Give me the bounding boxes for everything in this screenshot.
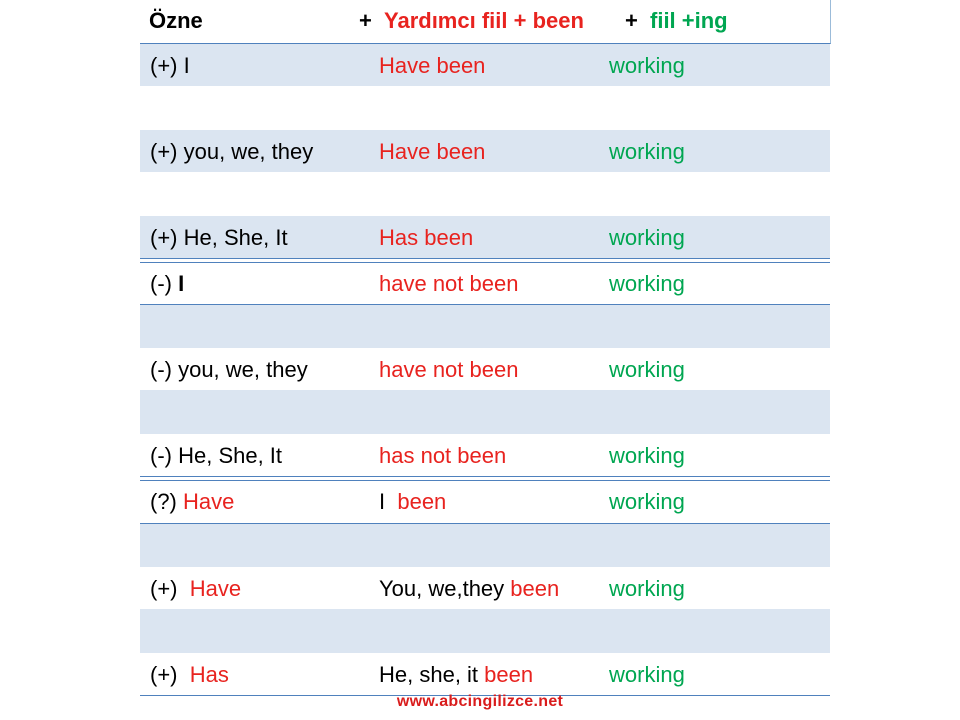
table-row-question-third [140,653,830,696]
header-verb: fiil +ing [650,8,728,33]
been-text: been [397,489,447,514]
table-row-question-plural [140,567,830,609]
auxiliary-cell: Have been [379,53,486,78]
verb-cell: working [609,662,685,687]
subject-cell: (-) He, She, It [150,443,283,468]
header-plus-2: + [625,8,638,33]
subject-cell [150,576,241,602]
subject-prefix: (-) [150,271,179,296]
verb-cell: working [609,225,685,250]
auxiliary-cell [379,662,533,688]
subject-cell: (+) you, we, they [150,139,314,164]
table-row-negative-i [140,262,830,305]
verb-cell: working [609,271,685,296]
table-row-spacer [140,390,830,434]
subject-cell: (+) He, She, It [150,225,288,250]
subject-prefix: (+) [150,576,190,601]
auxiliary-cell: have not been [379,271,519,296]
verb-cell: working [609,53,685,78]
auxiliary-cell: have not been [379,357,519,382]
verb-cell: working [609,576,685,601]
subject-cell: (+) I [150,53,190,78]
verb-cell: working [609,489,685,514]
table-row-spacer [140,609,830,653]
auxiliary-cell: has not been [379,443,507,468]
table-row-positive-i [140,44,830,86]
verb-cell: working [609,357,685,382]
table-header [140,0,831,44]
auxiliary-cell [379,576,559,602]
auxiliary-cell: Has been [379,225,474,250]
subject-cell [150,271,184,297]
table-row-spacer [140,524,830,567]
subject-aux: Has [189,662,229,687]
pronoun-text: You, we,they [379,576,511,601]
subject-prefix: (+) [150,662,190,687]
subject-aux: Have [189,576,242,601]
table-row-negative-third [140,434,830,476]
table-row-spacer [140,305,830,348]
table-row-positive-third [140,216,830,258]
subject-cell [150,662,229,688]
subject-cell [150,489,234,515]
been-text: been [484,662,534,687]
header-plus-1: + [359,8,372,33]
pronoun-text: He, she, it [379,662,485,687]
subject-bold: I [178,271,185,296]
verb-cell: working [609,139,685,164]
table-row-spacer [140,86,830,130]
been-text: been [510,576,560,601]
table-row-question-i [140,480,830,524]
table-row-spacer [140,172,830,216]
subject-prefix: (?) [150,489,183,514]
table-row-positive-plural [140,130,830,172]
subject-cell: (-) you, we, they [150,357,308,382]
header-auxiliary: Yardımcı fiil + been [384,8,584,33]
pronoun-text: I [379,489,398,514]
website-footer: www.abcingilizce.net [396,693,564,710]
table-row-negative-plural [140,348,830,390]
subject-aux: Have [183,489,235,514]
verb-cell: working [609,443,685,468]
auxiliary-cell: Have been [379,139,486,164]
header-subject: Özne [149,8,203,33]
auxiliary-cell [379,489,446,515]
